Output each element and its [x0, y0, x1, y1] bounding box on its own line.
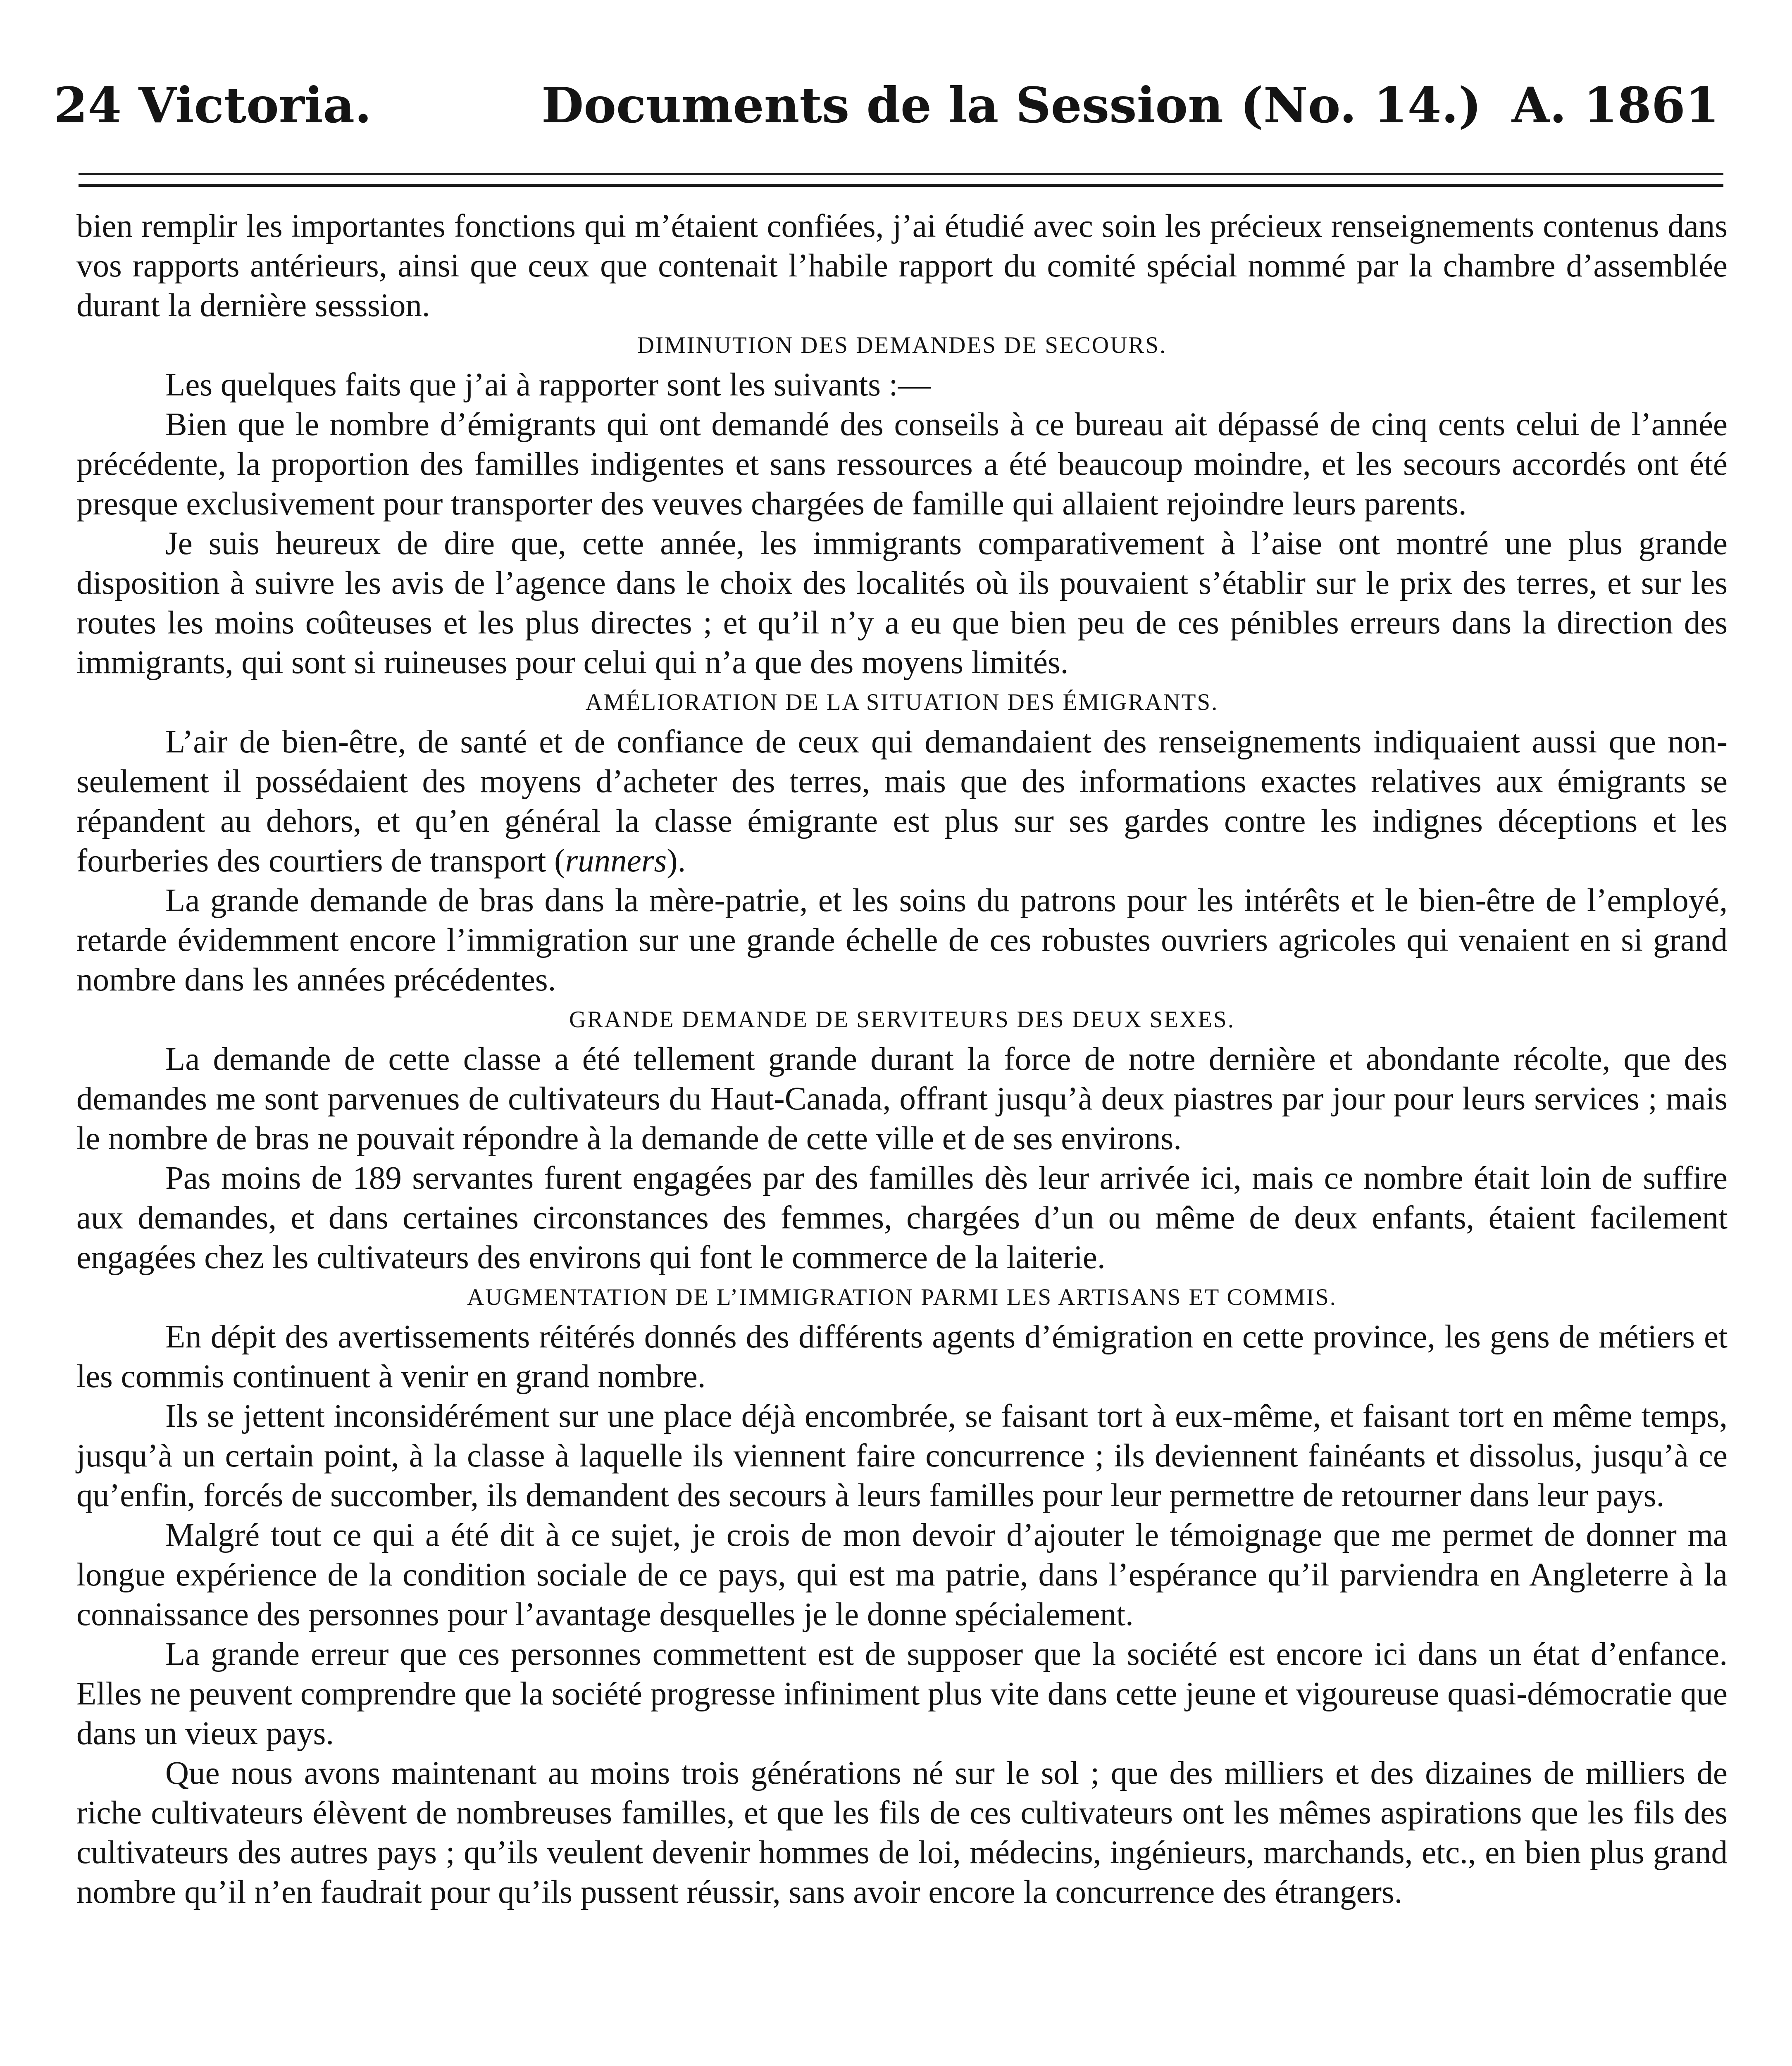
- paragraph: Que nous avons maintenant au moins trois générations né sur le sol ; que des milliers et des dizaines de milliers de riche cultivateurs élèvent de nombreuses familles, et que les fils de ces cultivateurs ont les mêmes aspirations que les fils des cultivateurs des autres pays ; qu’ils veulent devenir hommes de loi, médecins, ingénieurs, marchands, etc., en bien plus grand nombre qu’il n’en faudrait pour qu’ils pussent réussir, sans avoir encore la concurrence des étrangers.: [76, 1755, 1728, 1910]
- paragraph-text-end: ).: [667, 843, 686, 879]
- paragraph: La grande erreur que ces personnes commettent est de supposer que la société est encore ici dans un état d’enfance. Elles ne peuvent comprendre que la société progresse infiniment plus vite dans cette jeune et vigoureuse quasi-démocratie que dans un vieux pays.: [76, 1636, 1728, 1752]
- paragraph: Ils se jettent inconsidérément sur une place déjà encombrée, se faisant tort à eux-même, et faisant tort en même temps, jusqu’à un certain point, à la classe à laquelle ils viennent faire concurrence ; ils deviennent fainéants et dissolus, jusqu’à ce qu’enfin, forcés de succomber, ils demandent des secours à leurs familles pour leur permettre de retourner dans leur pays.: [76, 1398, 1728, 1514]
- paragraph: La grande demande de bras dans la mère-patrie, et les soins du patrons pour les intérêts et le bien-être de l’employé, retarde évidemment encore l’immigration sur une grande échelle de ces robustes ouvriers agricoles qui venaient en si grand nombre dans les années précédentes.: [76, 883, 1728, 998]
- section-heading-augmentation: AUGMENTATION DE L’IMMIGRATION PARMI LES ARTISANS ET COMMIS.: [467, 1284, 1337, 1310]
- paragraph: En dépit des avertissements réitérés donnés des différents agents d’émigration en cette province, les gens de métiers et les commis continuent à venir en grand nombre.: [76, 1319, 1728, 1395]
- paragraph-continuation: bien remplir les importantes fonctions qui m’étaient confiées, j’ai étudié avec soin les précieux renseignements contenus dans vos rapports antérieurs, ainsi que ceux que contenait l’habile rapport du comité spécial nommé par la chambre d’assemblée durant la dernière sesssion.: [76, 208, 1728, 324]
- paragraph: La demande de cette classe a été tellement grande durant la force de notre dernière et abondante récolte, que des demandes me sont parvenues de cultivateurs du Haut-Canada, offrant jusqu’à deux piastres par jour pour leurs services ; mais le nombre de bras ne pouvait répondre à la demande de cette ville et de ses environs.: [76, 1041, 1728, 1157]
- running-header: [50, 74, 1719, 136]
- paragraph: Je suis heureux de dire que, cette année, les immigrants comparativement à l’aise ont montré une plus grande disposition à suivre les avis de l’agence dans le choix des localités où ils pouvaient s’établir sur le prix des terres, et sur les routes les moins coûteuses et les plus directes ; et qu’il n’y a eu que bien peu de ces pénibles erreurs dans la direction des immigrants, qui sont si ruineuses pour celui qui n’a que des moyens limités.: [76, 526, 1728, 681]
- header-rule-bottom: [79, 184, 1723, 187]
- paragraph: Pas moins de 189 servantes furent engagées par des familles dès leur arrivée ici, mais ce nombre était loin de suffire aux demandes, et dans certaines circonstances des femmes, chargées d’un ou même de deux enfants, étaient facilement engagées chez les cultivateurs des environs qui font le commerce de la laiterie.: [76, 1160, 1728, 1276]
- paragraph: Malgré tout ce qui a été dit à ce sujet, je crois de mon devoir d’ajouter le témoignage que me permet de donner ma longue expérience de la condition sociale de ce pays, qui est ma patrie, dans l’espérance qu’il parviendra en Angleterre à la connaissance des personnes pour l’avantage desquelles je le donne spécialement.: [76, 1517, 1728, 1633]
- section-heading-diminution: DIMINUTION DES DEMANDES DE SECOURS.: [637, 332, 1167, 358]
- paragraph: Bien que le nombre d’émigrants qui ont demandé des conseils à ce bureau ait dépassé de cinq cents celui de l’année précédente, la proportion des familles indigentes et sans ressources a été beaucoup moindre, et les secours accordés ont été presque exclusivement pour transporter des veuves chargées de famille qui allaient rejoindre leurs parents.: [76, 407, 1728, 522]
- section-heading-serviteurs: GRANDE DEMANDE DE SERVITEURS DES DEUX SEXES.: [569, 1007, 1235, 1033]
- header-rule-top: [79, 173, 1723, 175]
- italic-term: runners: [565, 843, 667, 879]
- document-body: [76, 207, 1728, 1912]
- header-session-year: A. 1861: [1511, 76, 1719, 134]
- section-heading-amelioration: AMÉLIORATION DE LA SITUATION DES ÉMIGRANTS.: [585, 689, 1219, 715]
- header-year: 24 Victoria.: [54, 76, 372, 134]
- paragraph: Les quelques faits que j’ai à rapporter sont les suivants :—: [165, 367, 931, 403]
- paragraph-text: L’air de bien-être, de santé et de confiance de ceux qui demandaient des renseignements indiquaient aussi que non-seulement il possédaient des moyens d’acheter des terres, mais que des informations exactes relatives aux émigrants se répandent au dehors, et qu’en général la classe émigrante est plus sur ses gardes contre les indignes déceptions et les fourberies des courtiers de transport (: [76, 724, 1728, 879]
- header-title: Documents de la Session (No. 14.): [541, 76, 1482, 134]
- paragraph: [76, 722, 1728, 881]
